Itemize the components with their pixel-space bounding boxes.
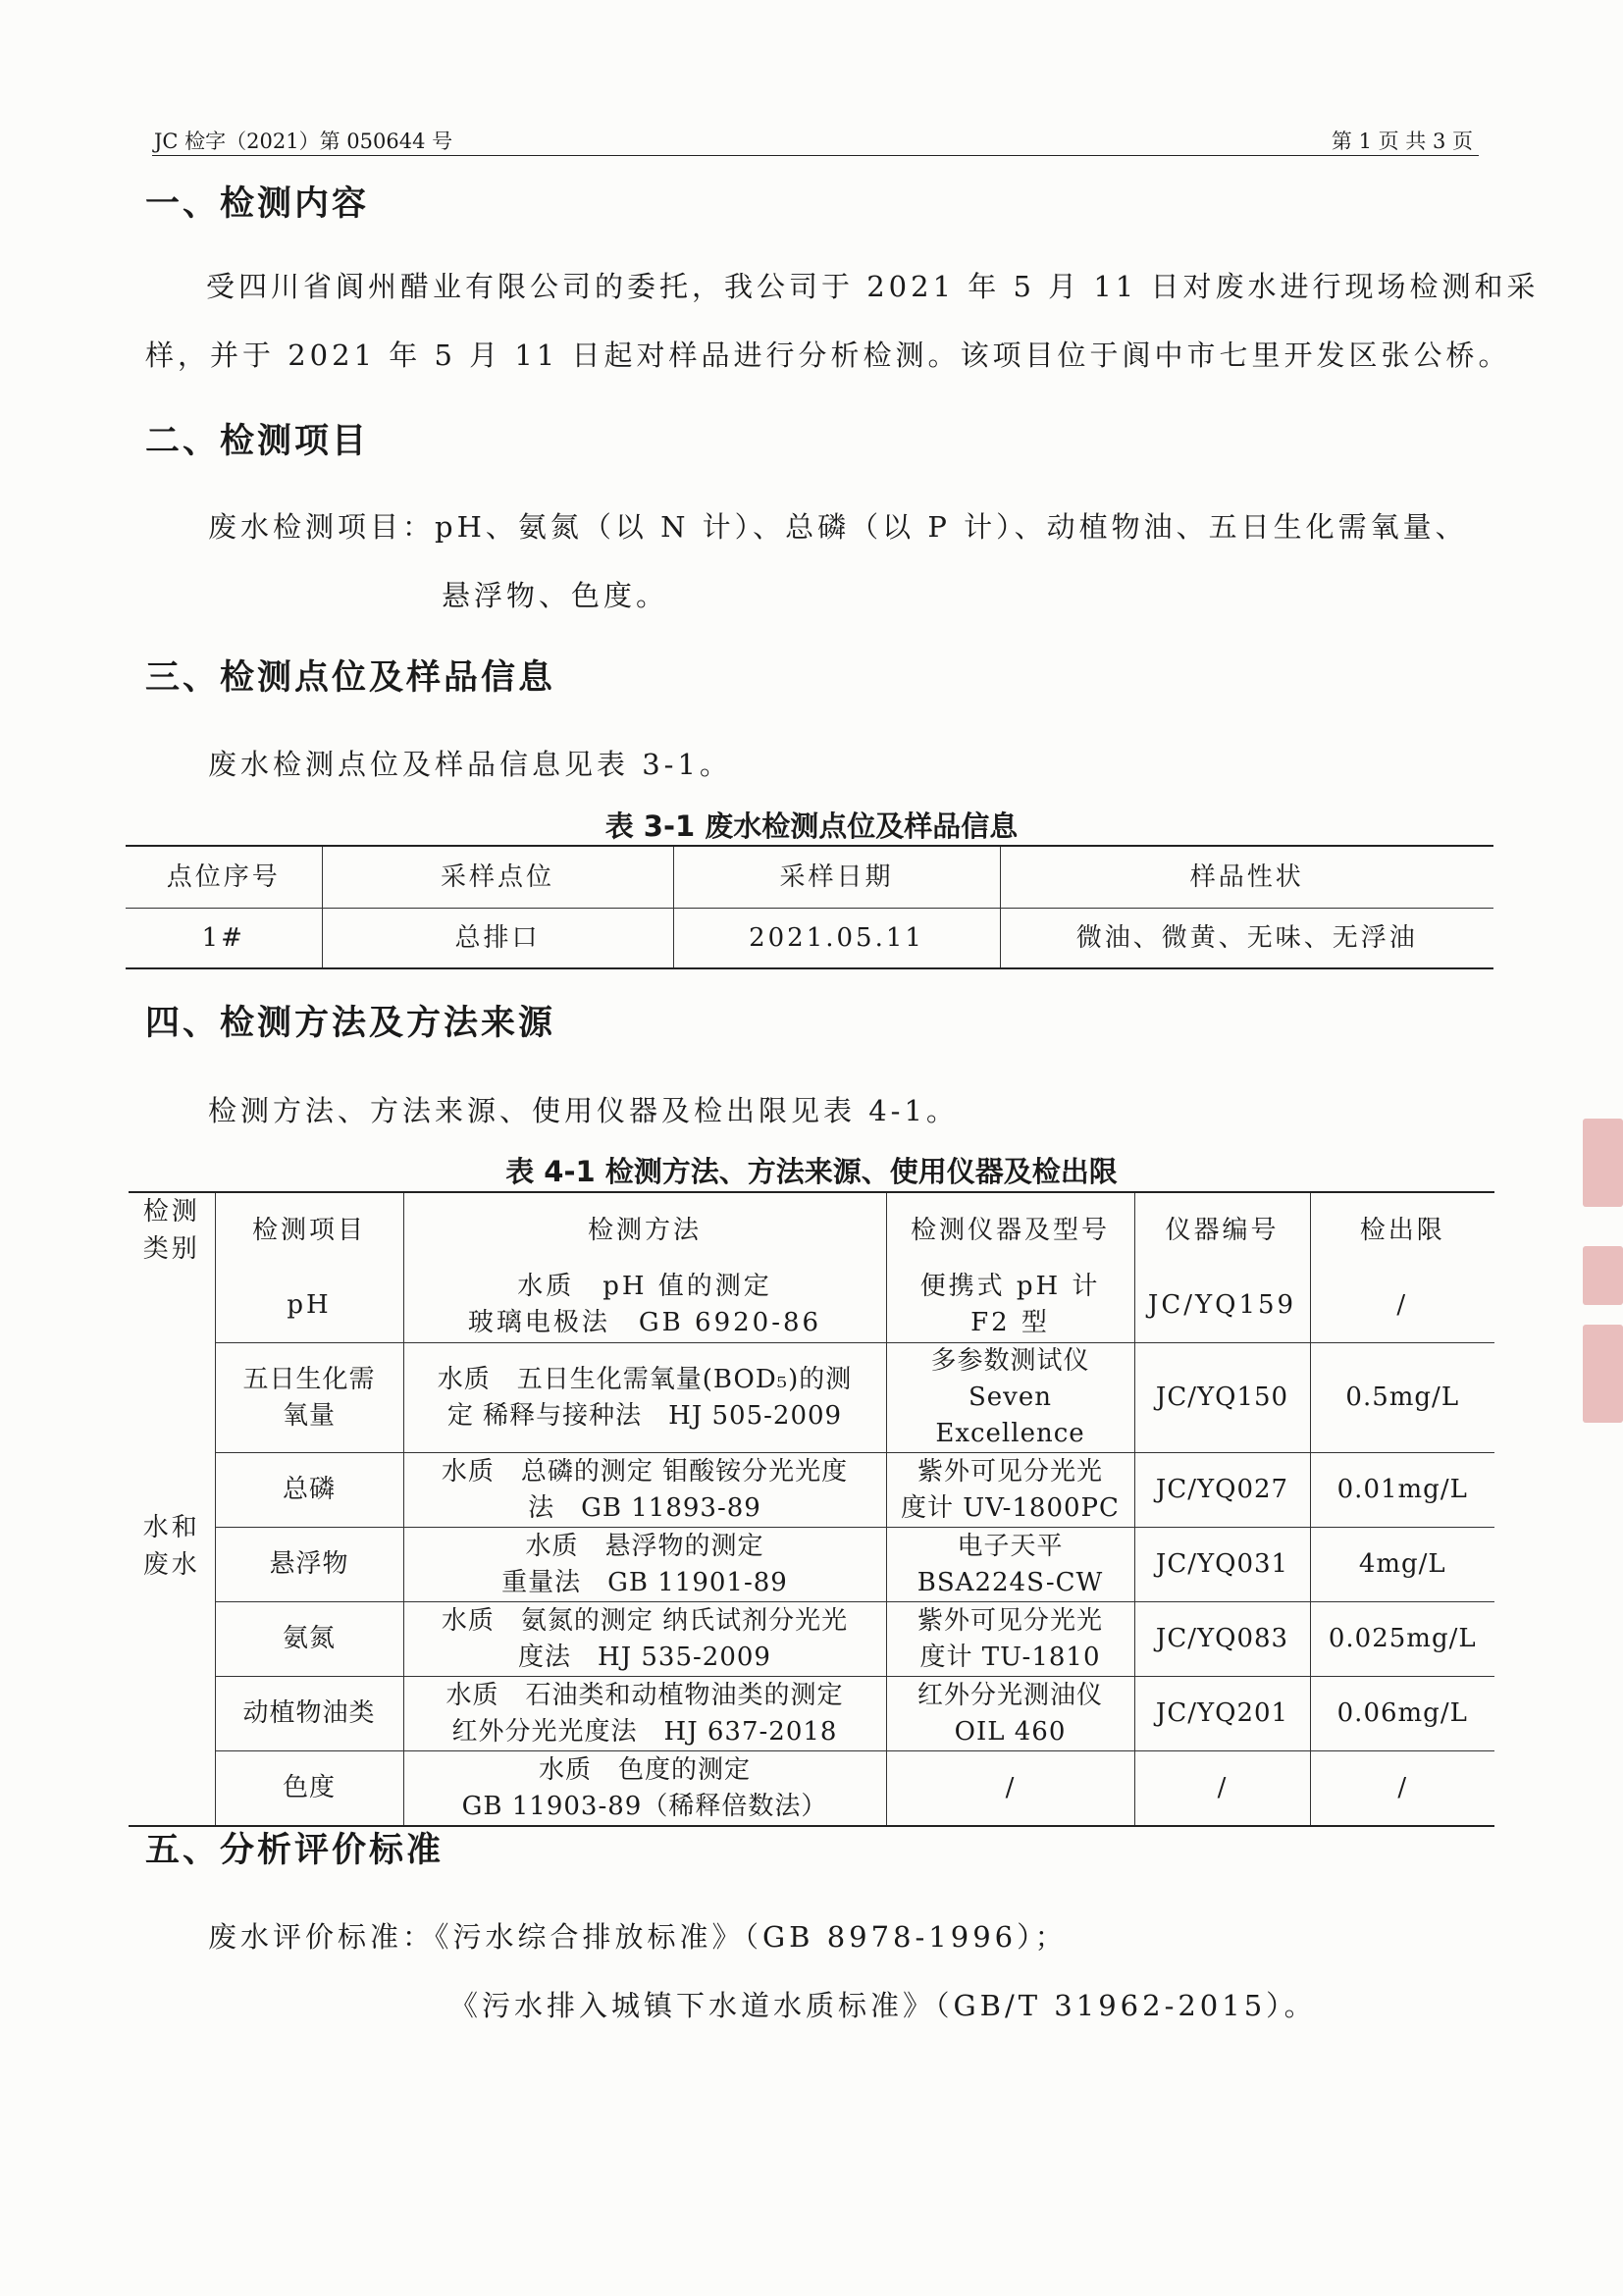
section-1-paragraph-line-2: 样，并于 2021 年 5 月 11 日起对样品进行分析检测。该项目位于阆中市七里开发区张公桥。 bbox=[145, 339, 1511, 372]
item-line-1: 氨氮 bbox=[282, 1624, 336, 1653]
header-cell: 采样日期 bbox=[673, 846, 1000, 909]
instrument-no-cell: / bbox=[1134, 1751, 1310, 1827]
method-line-2: 定 稀释与接种法 HJ 505-2009 bbox=[446, 1400, 843, 1431]
instrument-no-cell: JC/YQ031 bbox=[1134, 1528, 1310, 1602]
instrument-cell bbox=[886, 1677, 1134, 1751]
method-line-2: 度法 HJ 535-2009 bbox=[518, 1642, 771, 1672]
instrument-line-1: 红外分光测油仪 bbox=[916, 1680, 1103, 1710]
item-cell bbox=[215, 1602, 403, 1677]
method-cell bbox=[403, 1268, 886, 1343]
table-3-1 bbox=[126, 845, 1493, 969]
table-row bbox=[129, 1528, 1494, 1602]
table-4-1 bbox=[129, 1191, 1494, 1827]
instrument-cell bbox=[886, 1453, 1134, 1528]
table-row bbox=[129, 1343, 1494, 1453]
method-line-1: 水质 石油类和动植物油类的测定 bbox=[445, 1680, 844, 1710]
method-line-1: 水质 五日生化需氧量(BOD₅)的测 bbox=[437, 1364, 853, 1394]
instrument-cell bbox=[886, 1528, 1134, 1602]
header-cell-method: 检测方法 bbox=[403, 1192, 886, 1268]
table-cell: 微油、微黄、无味、无浮油 bbox=[1000, 909, 1493, 969]
limit-cell: 4mg/L bbox=[1310, 1528, 1494, 1602]
item-line-1: pH bbox=[287, 1289, 332, 1320]
instrument-line-2: F2 型 bbox=[970, 1308, 1050, 1337]
method-line-2: 重量法 GB 11901-89 bbox=[501, 1567, 788, 1597]
item-cell bbox=[215, 1343, 403, 1453]
table-row bbox=[129, 1268, 1494, 1343]
method-line-2: 玻璃电极法 GB 6920-86 bbox=[467, 1308, 822, 1337]
evaluation-standard-line-2: 《污水排入城镇下水道水质标准》（GB/T 31962-2015）。 bbox=[449, 1989, 1317, 2022]
header-cell-instrument-no: 仪器编号 bbox=[1134, 1192, 1310, 1268]
table-row bbox=[129, 1453, 1494, 1528]
limit-cell: 0.5mg/L bbox=[1310, 1343, 1494, 1453]
method-line-2: GB 11903-89（稀释倍数法） bbox=[461, 1791, 828, 1821]
limit-cell: 0.01mg/L bbox=[1310, 1453, 1494, 1528]
item-cell bbox=[215, 1751, 403, 1827]
seal-stamp-fragment bbox=[1583, 1119, 1623, 1207]
item-line-1: 色度 bbox=[282, 1773, 336, 1802]
limit-cell: 0.025mg/L bbox=[1310, 1602, 1494, 1677]
instrument-line-2: 度计 UV-1800PC bbox=[901, 1492, 1120, 1523]
seal-stamp-fragment bbox=[1583, 1246, 1623, 1305]
section-2-title: 二、检测项目 bbox=[145, 422, 370, 461]
instrument-cell bbox=[886, 1602, 1134, 1677]
instrument-line-2: BSA224S-CW bbox=[916, 1567, 1104, 1597]
table-cell: 1# bbox=[126, 909, 322, 969]
method-line-2: 红外分光光度法 HJ 637-2018 bbox=[451, 1716, 838, 1747]
section-5-title: 五、分析评价标准 bbox=[145, 1831, 445, 1870]
section-1-title: 一、检测内容 bbox=[145, 184, 370, 224]
header-cell: 样品性状 bbox=[1000, 846, 1493, 909]
section-4-intro: 检测方法、方法来源、使用仪器及检出限见表 4-1。 bbox=[208, 1094, 959, 1127]
instrument-no-cell: JC/YQ150 bbox=[1134, 1343, 1310, 1453]
section-1-paragraph-line-1: 受四川省阆州醋业有限公司的委托，我公司于 2021 年 5 月 11 日对废水进行现场检测和采 bbox=[206, 270, 1540, 303]
method-line-1: 水质 pH 值的测定 bbox=[517, 1272, 772, 1301]
method-cell bbox=[403, 1751, 886, 1827]
limit-cell: / bbox=[1310, 1268, 1494, 1343]
instrument-cell bbox=[886, 1343, 1134, 1453]
item-line-2: 氧量 bbox=[282, 1400, 336, 1431]
header-cell-instrument: 检测仪器及型号 bbox=[886, 1192, 1134, 1268]
table-header-row bbox=[126, 846, 1493, 909]
instrument-line-1: 紫外可见分光光 bbox=[916, 1605, 1103, 1636]
detection-items-line-2: 悬浮物、色度。 bbox=[442, 579, 669, 612]
item-line-1: 悬浮物 bbox=[269, 1549, 349, 1579]
item-cell bbox=[215, 1528, 403, 1602]
instrument-line-2: 度计 TU-1810 bbox=[919, 1642, 1101, 1672]
table-header-row bbox=[129, 1192, 1494, 1268]
instrument-line-2: Seven Excellence bbox=[935, 1383, 1085, 1448]
instrument-line-1: / bbox=[1005, 1773, 1016, 1802]
page-header bbox=[152, 128, 1479, 156]
category-line-1: 水和 bbox=[142, 1513, 200, 1542]
header-cell-limit: 检出限 bbox=[1310, 1192, 1494, 1268]
item-line-1: 动植物油类 bbox=[242, 1698, 376, 1728]
limit-cell: 0.06mg/L bbox=[1310, 1677, 1494, 1751]
header-category-line-1: 检测 bbox=[142, 1197, 200, 1226]
header-cell: 采样点位 bbox=[322, 846, 673, 909]
header-category-line-2: 类别 bbox=[142, 1234, 200, 1264]
table-cell: 2021.05.11 bbox=[673, 909, 1000, 969]
method-cell bbox=[403, 1677, 886, 1751]
header-cell: 点位序号 bbox=[126, 846, 322, 909]
section-3-intro: 废水检测点位及样品信息见表 3-1。 bbox=[208, 748, 732, 781]
instrument-line-1: 电子天平 bbox=[957, 1531, 1064, 1561]
evaluation-standard-line-1: 废水评价标准：《污水综合排放标准》（GB 8978-1996）； bbox=[208, 1920, 1068, 1954]
method-cell bbox=[403, 1453, 886, 1528]
header-cell-item: 检测项目 bbox=[215, 1192, 403, 1268]
method-cell bbox=[403, 1602, 886, 1677]
table-row bbox=[129, 1751, 1494, 1827]
instrument-no-cell: JC/YQ201 bbox=[1134, 1677, 1310, 1751]
method-line-1: 水质 色度的测定 bbox=[538, 1754, 751, 1785]
method-cell bbox=[403, 1528, 886, 1602]
table-row bbox=[126, 909, 1493, 969]
method-line-2: 法 GB 11893-89 bbox=[528, 1492, 761, 1523]
instrument-cell bbox=[886, 1268, 1134, 1343]
instrument-no-cell: JC/YQ083 bbox=[1134, 1602, 1310, 1677]
table-3-1-caption: 表 3-1 废水检测点位及样品信息 bbox=[604, 809, 1019, 843]
section-3-title: 三、检测点位及样品信息 bbox=[145, 658, 556, 698]
method-line-1: 水质 悬浮物的测定 bbox=[525, 1531, 764, 1561]
item-cell bbox=[215, 1677, 403, 1751]
method-line-1: 水质 总磷的测定 钼酸铵分光光度 bbox=[441, 1456, 849, 1487]
table-row bbox=[129, 1677, 1494, 1751]
section-4-title: 四、检测方法及方法来源 bbox=[145, 1004, 556, 1043]
instrument-line-1: 便携式 pH 计 bbox=[919, 1272, 1101, 1301]
instrument-no-cell: JC/YQ027 bbox=[1134, 1453, 1310, 1528]
detection-items-line-1: 废水检测项目：pH、氨氮（以 N 计）、总磷（以 P 计）、动植物油、五日生化需氧量、 bbox=[208, 510, 1468, 544]
table-cell: 总排口 bbox=[322, 909, 673, 969]
item-line-1: 五日生化需 bbox=[242, 1364, 376, 1394]
instrument-no-cell: JC/YQ159 bbox=[1134, 1268, 1310, 1343]
header-cell-category bbox=[129, 1192, 215, 1268]
report-number: JC 检字（2021）第 050644 号 bbox=[154, 130, 453, 153]
instrument-cell bbox=[886, 1751, 1134, 1827]
item-line-1: 总磷 bbox=[282, 1475, 336, 1504]
item-cell bbox=[215, 1268, 403, 1343]
page-number: 第 1 页 共 3 页 bbox=[1331, 130, 1473, 153]
item-cell bbox=[215, 1453, 403, 1528]
category-line-2: 废水 bbox=[142, 1550, 200, 1580]
instrument-line-2: OIL 460 bbox=[954, 1716, 1067, 1747]
table-row bbox=[129, 1602, 1494, 1677]
limit-cell: / bbox=[1310, 1751, 1494, 1827]
instrument-line-1: 多参数测试仪 bbox=[930, 1346, 1090, 1376]
table-4-1-caption: 表 4-1 检测方法、方法来源、使用仪器及检出限 bbox=[505, 1155, 1118, 1188]
method-cell bbox=[403, 1343, 886, 1453]
seal-stamp-fragment bbox=[1583, 1325, 1623, 1423]
instrument-line-1: 紫外可见分光光 bbox=[916, 1456, 1103, 1487]
category-cell bbox=[129, 1268, 215, 1826]
method-line-1: 水质 氨氮的测定 纳氏试剂分光光 bbox=[441, 1605, 849, 1636]
